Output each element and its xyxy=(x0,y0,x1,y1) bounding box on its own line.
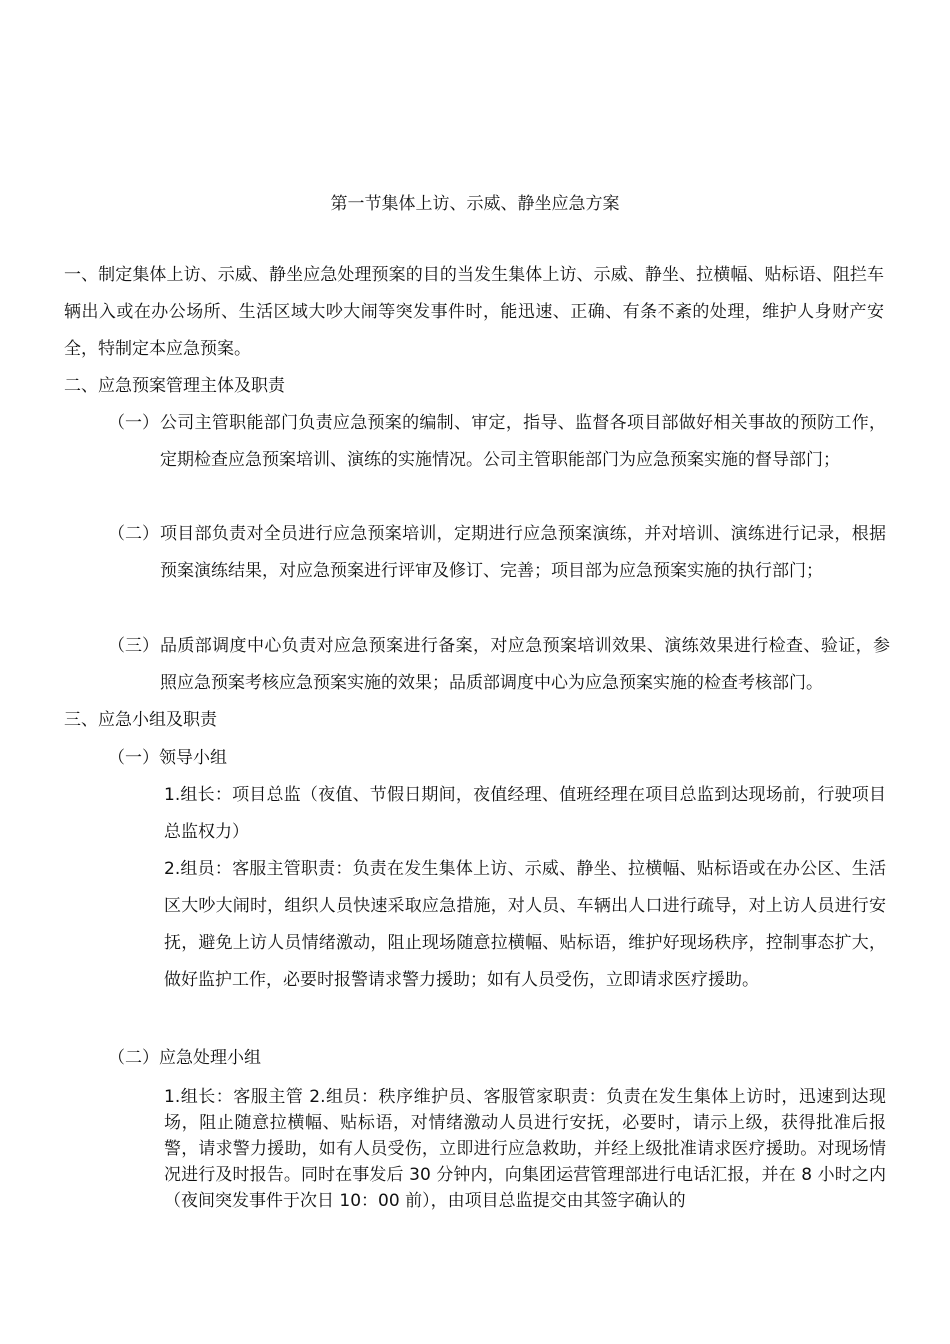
leadership-group-heading: （一）领导小组 xyxy=(108,748,227,768)
response-group-details: 1.组长：客服主管 2.组员：秩序维护员、客服管家职责：负责在发生集体上访时，迅速到达现场，阻止随意拉横幅、贴标语，对情绪激动人员进行安抚，必要时，请示上级，获得批准后报警，请求警力援助，如有人员受伤，立即进行应急救助，并经上级批准请求医疗援助。对现场情况进行及时报告。同时在事发后 30 分钟内，向集团运营管理部进行电话汇报，并在 8 小时之内（夜间突发事件于次日 10：00 前），由项目总监提交由其签字确认的 xyxy=(164,1087,886,1211)
page-title: 第一节集体上访、示威、静坐应急方案 xyxy=(330,194,620,214)
section2-item-2-label: （二） xyxy=(108,524,159,544)
section2-item-1-text: 公司主管职能部门负责应急预案的编制、审定，指导、监督各项目部做好相关事故的预防工作，定期检查应急预案培训、演练的实施情况。公司主管职能部门为应急预案实施的督导部门； xyxy=(160,413,886,470)
section2-item-3-label: （三） xyxy=(108,636,159,656)
section1-paragraph: 一、制定集体上访、示威、静坐应急处理预案的目的当发生集体上访、示威、静坐、拉横幅、贴标语、阻拦车辆出入或在办公场所、生活区域大吵大闹等突发事件时，能迅速、正确、有条不紊的处理，维护人身财产安全，特制定本应急预案。 xyxy=(64,265,884,359)
section3-heading: 三、应急小组及职责 xyxy=(64,710,217,730)
leadership-group-members: 2.组员：客服主管职责：负责在发生集体上访、示威、静坐、拉横幅、贴标语或在办公区、生活区大吵大闹时，组织人员快速采取应急措施，对人员、车辆出人口进行疏导，对上访人员进行安抚，避免上访人员情绪激动，阻止现场随意拉横幅、贴标语，维护好现场秩序，控制事态扩大，做好监护工作，必要时报警请求警力援助；如有人员受伤，立即请求医疗援助。 xyxy=(164,859,886,990)
section2-heading: 二、应急预案管理主体及职责 xyxy=(64,376,285,396)
response-group-heading: （二）应急处理小组 xyxy=(108,1048,261,1068)
leadership-group-leader: 1.组长：项目总监（夜值、节假日期间，夜值经理、值班经理在项目总监到达现场前，行驶项目总监权力） xyxy=(164,785,886,842)
section2-item-3-text: 品质部调度中心负责对应急预案进行备案，对应急预案培训效果、演练效果进行检查、验证，参照应急预案考核应急预案实施的效果；品质部调度中心为应急预案实施的检查考核部门。 xyxy=(160,636,890,693)
section2-item-2-text: 项目部负责对全员进行应急预案培训，定期进行应急预案演练，并对培训、演练进行记录，根据预案演练结果，对应急预案进行评审及修订、完善；项目部为应急预案实施的执行部门； xyxy=(160,524,886,581)
section2-item-1-label: （一） xyxy=(108,413,159,433)
